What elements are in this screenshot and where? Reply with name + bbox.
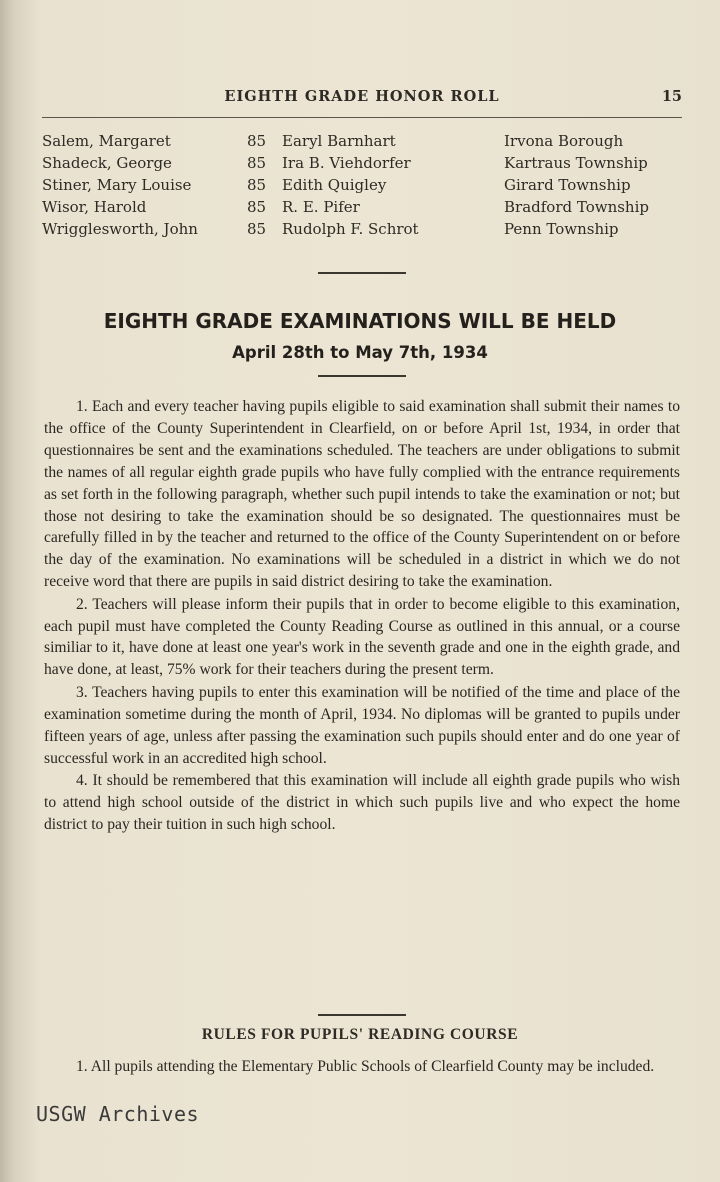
honor-roll-table [42, 130, 682, 240]
section-subheading: April 28th to May 7th, 1934 [232, 343, 488, 362]
district-name: Girard Township [504, 176, 631, 194]
archive-watermark: USGW Archives [36, 1102, 200, 1126]
district-name: Kartraus Township [504, 154, 648, 172]
district-name: Penn Township [504, 220, 619, 238]
honor-roll-row [42, 196, 682, 218]
paragraph: 3. Teachers having pupils to enter this examination will be notified of the time and place of the examination sometime during the month of April, 1934. No diplomas will be granted to pupils under fifteen years of age, unless after passing the examination such pupils should enter and do one year of successful work in an accredited high school. [44, 683, 680, 767]
teacher-name: R. E. Pifer [282, 198, 360, 216]
running-header [42, 88, 682, 110]
pupil-score: 85 [247, 198, 267, 216]
page-header-title: EIGHTH GRADE HONOR ROLL [224, 88, 500, 105]
paragraph: 1. Each and every teacher having pupils eligible to said examination shall submit their names to the office of the County Superintendent in Clearfield, on or before April 1st, 1934, in order that questionnaires be sent and the examinations scheduled. The teachers are under obligations to submit the names of all regular eighth grade pupils who have fully complied with the entrance requirements as set forth in the following paragraph, whether such pupil intends to take the examination or not; but those not desiring to take the examination should be so designated. The questionnaires must be carefully filled in by the teacher and returned to the office of the County Superintendent on or before the day of the examination. No examinations will be scheduled in a district in which we do not receive word that there are pupils in said district desiring to take the examination. [44, 398, 680, 591]
teacher-name: Ira B. Viehdorfer [282, 154, 411, 172]
pupil-name: Salem, Margaret [42, 132, 171, 150]
pupil-name: Shadeck, George [42, 154, 172, 172]
teacher-name: Earyl Barnhart [282, 132, 396, 150]
pupil-score: 85 [247, 132, 267, 150]
heading-divider [318, 375, 406, 377]
reading-course-body [44, 1056, 680, 1078]
pupil-score: 85 [247, 220, 267, 238]
pupil-name: Stiner, Mary Louise [42, 176, 192, 194]
pupil-name: Wisor, Harold [42, 198, 147, 216]
honor-roll-row [42, 130, 682, 152]
honor-roll-row [42, 152, 682, 174]
section-heading: EIGHTH GRADE EXAMINATIONS WILL BE HELD [103, 309, 617, 333]
teacher-name: Edith Quigley [282, 176, 387, 194]
pupil-score: 85 [247, 154, 267, 172]
honor-roll-row [42, 218, 682, 240]
examination-rules-body [44, 396, 680, 836]
honor-roll-row [42, 174, 682, 196]
reading-course-heading: RULES FOR PUPILS' READING COURSE [201, 1026, 519, 1043]
paragraph: 4. It should be remembered that this examination will include all eighth grade pupils who wish to attend high school outside of the district in which such pupils live and who expect the home district to pay their tuition in such high school. [44, 771, 680, 833]
district-name: Irvona Borough [504, 132, 624, 150]
page-number: 15 [661, 88, 682, 105]
district-name: Bradford Township [504, 198, 649, 216]
teacher-name: Rudolph F. Schrot [282, 220, 419, 238]
section-divider [318, 1014, 406, 1016]
paragraph: 1. All pupils attending the Elementary Public Schools of Clearfield County may be included. [76, 1058, 655, 1075]
section-divider [318, 272, 406, 274]
header-rule [42, 117, 682, 118]
paragraph: 2. Teachers will please inform their pupils that in order to become eligible to this examination, each pupil must have completed the County Reading Course as outlined in this annual, or a course similiar to it, have done at least one year's work in the seventh grade and one in the eighth grade, and have done, at least, 75% work for their teachers during the present term. [44, 595, 680, 679]
pupil-score: 85 [247, 176, 267, 194]
pupil-name: Wrigglesworth, John [42, 220, 198, 238]
